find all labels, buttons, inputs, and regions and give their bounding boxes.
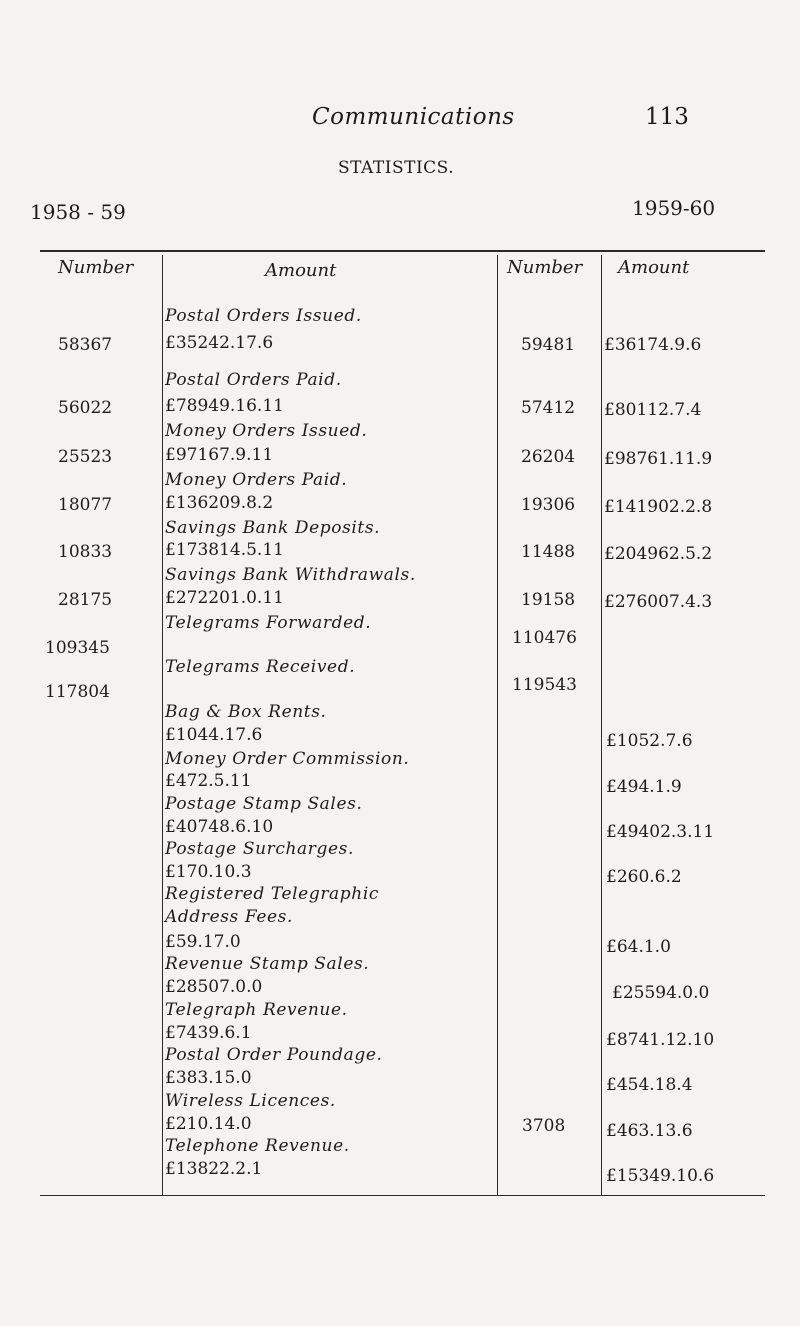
row-amount-1958: £78949.16.11 — [165, 396, 284, 416]
row-amount-1959: £204962.5.2 — [604, 544, 713, 564]
row-label: Telegrams Received. — [165, 657, 356, 677]
row-amount-1958: £40748.6.10 — [165, 817, 274, 837]
row-number-1959: 57412 — [521, 398, 576, 418]
row-label: Money Orders Issued. — [165, 421, 368, 441]
running-header-title: Communications — [312, 104, 515, 130]
row-number-1959: 3708 — [522, 1116, 566, 1136]
row-label: Bag & Box Rents. — [165, 702, 327, 722]
row-number-1958: 18077 — [58, 495, 113, 515]
row-amount-1959: £64.1.0 — [606, 937, 671, 957]
row-amount-1959: £25594.0.0 — [612, 983, 710, 1003]
row-amount-1958: £170.10.3 — [165, 862, 252, 882]
row-amount-1958: £59.17.0 — [165, 932, 241, 952]
row-number-1958: 10833 — [58, 542, 113, 562]
row-number-1958: 25523 — [58, 447, 113, 467]
row-label: Telephone Revenue. — [165, 1136, 350, 1156]
row-amount-1959: £80112.7.4 — [604, 400, 702, 420]
row-amount-1958: £1044.17.6 — [165, 725, 263, 745]
row-amount-1958: £383.15.0 — [165, 1068, 252, 1088]
row-number-1958: 117804 — [45, 682, 110, 702]
row-amount-1959: £276007.4.3 — [604, 592, 713, 612]
section-title: STATISTICS. — [338, 158, 455, 178]
year-label-right: 1959-60 — [632, 196, 716, 220]
row-label: Savings Bank Deposits. — [165, 518, 381, 538]
row-amount-1959: £49402.3.11 — [606, 822, 715, 842]
row-amount-1958: £173814.5.11 — [165, 540, 284, 560]
row-number-1958: 109345 — [45, 638, 110, 658]
column-head-number-1958: Number — [58, 257, 134, 278]
row-amount-1958: £472.5.11 — [165, 771, 252, 791]
year-label-left: 1958 - 59 — [30, 200, 126, 224]
row-amount-1959: £141902.2.8 — [604, 497, 713, 517]
row-label: Money Order Commission. — [165, 749, 410, 769]
row-amount-1959: £1052.7.6 — [606, 731, 693, 751]
row-label: Postal Order Poundage. — [165, 1045, 383, 1065]
column-head-amount-1959: Amount — [618, 257, 690, 278]
row-amount-1958: £35242.17.6 — [165, 333, 274, 353]
row-label: Telegraph Revenue. — [165, 1000, 348, 1020]
row-amount-1958: £13822.2.1 — [165, 1159, 263, 1179]
row-number-1959: 19158 — [521, 590, 576, 610]
row-amount-1959: £260.6.2 — [606, 867, 682, 887]
row-amount-1959: £15349.10.6 — [606, 1166, 715, 1186]
row-number-1959: 110476 — [512, 628, 577, 648]
row-label: Savings Bank Withdrawals. — [165, 565, 416, 585]
row-number-1959: 59481 — [521, 335, 576, 355]
row-label: Registered Telegraphic — [165, 884, 379, 904]
column-head-amount-1958: Amount — [265, 260, 337, 281]
row-amount-1958: £7439.6.1 — [165, 1023, 252, 1043]
row-number-1958: 28175 — [58, 590, 113, 610]
row-amount-1959: £8741.12.10 — [606, 1030, 715, 1050]
row-number-1959: 19306 — [521, 495, 576, 515]
row-label: Wireless Licences. — [165, 1091, 336, 1111]
row-label: Postage Stamp Sales. — [165, 794, 363, 814]
column-divider-3 — [601, 255, 602, 1195]
row-label: Postal Orders Paid. — [165, 370, 342, 390]
column-divider-2 — [497, 255, 498, 1195]
row-amount-1959: £98761.11.9 — [604, 449, 713, 469]
row-label: Postage Surcharges. — [165, 839, 354, 859]
row-label: Postal Orders Issued. — [165, 306, 362, 326]
column-head-number-1959: Number — [507, 257, 583, 278]
row-number-1958: 58367 — [58, 335, 113, 355]
row-number-1959: 26204 — [521, 447, 576, 467]
row-amount-1958: £272201.0.11 — [165, 588, 284, 608]
row-number-1958: 56022 — [58, 398, 113, 418]
page-number: 113 — [645, 104, 689, 130]
row-amount-1959: £494.1.9 — [606, 777, 682, 797]
row-amount-1959: £36174.9.6 — [604, 335, 702, 355]
row-label: Revenue Stamp Sales. — [165, 954, 370, 974]
row-label-continued: Address Fees. — [165, 907, 293, 927]
row-amount-1959: £463.13.6 — [606, 1121, 693, 1141]
table-bottom-rule — [40, 1195, 765, 1196]
row-amount-1958: £97167.9.11 — [165, 445, 274, 465]
row-amount-1959: £454.18.4 — [606, 1075, 693, 1095]
row-label: Telegrams Forwarded. — [165, 613, 372, 633]
row-amount-1958: £136209.8.2 — [165, 493, 274, 513]
row-number-1959: 119543 — [512, 675, 577, 695]
row-amount-1958: £210.14.0 — [165, 1114, 252, 1134]
column-divider-1 — [162, 255, 163, 1195]
row-number-1959: 11488 — [521, 542, 576, 562]
row-label: Money Orders Paid. — [165, 470, 348, 490]
row-amount-1958: £28507.0.0 — [165, 977, 263, 997]
table-top-rule — [40, 250, 765, 252]
